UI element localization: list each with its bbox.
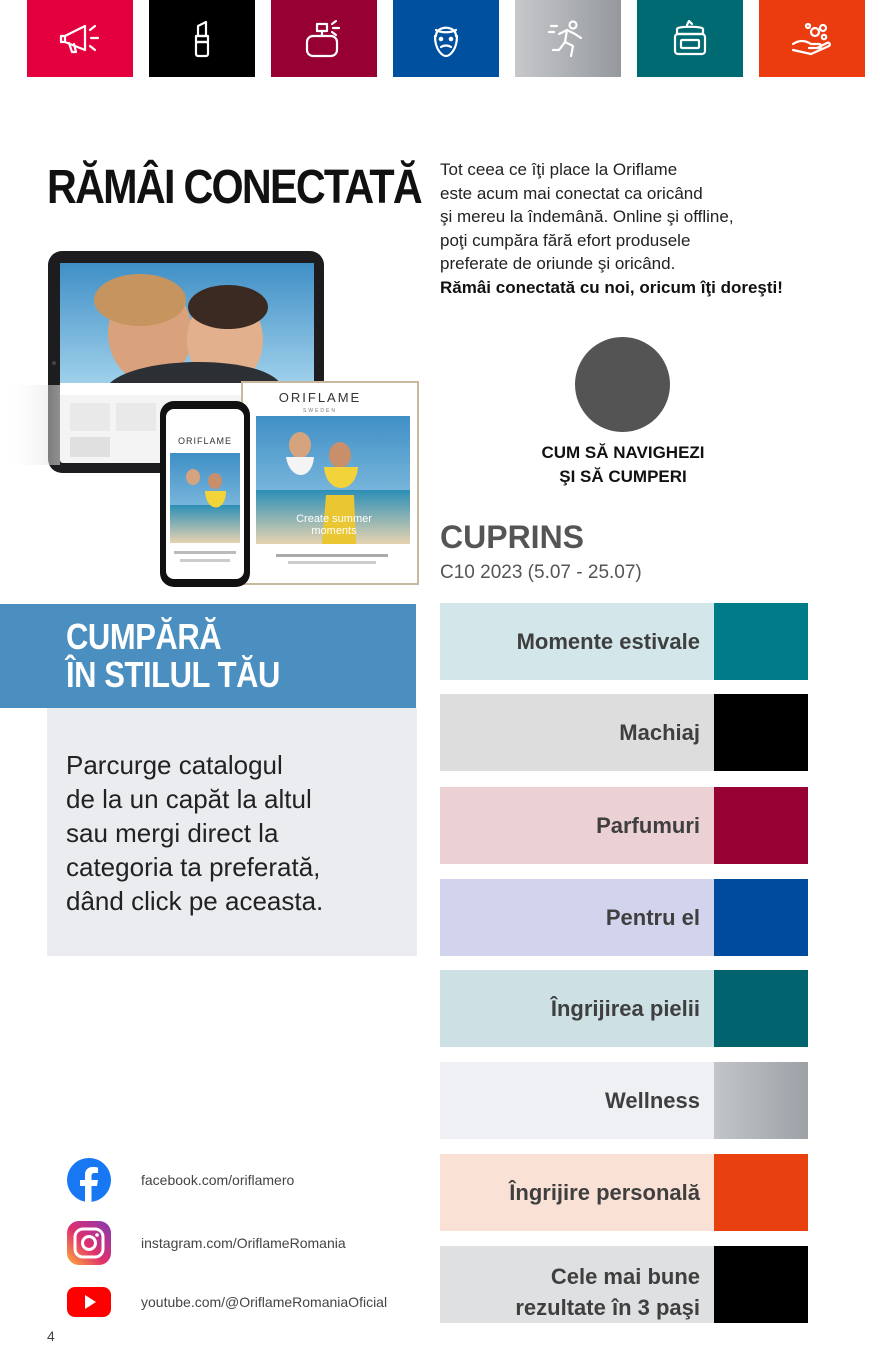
shop-style-panel	[47, 708, 417, 956]
toc-item-label-line: rezultate în 3 paşi	[515, 1295, 700, 1320]
intro-line: poţi cumpăra fără efort produsele	[440, 230, 691, 250]
toc-item-label: Momente estivale	[440, 603, 714, 680]
category-tile-machiaj[interactable]	[149, 0, 255, 77]
toc-item-swatch	[714, 603, 808, 680]
toc-item-swatch	[714, 787, 808, 864]
toc-item-label-line: Cele mai bune	[550, 1264, 700, 1289]
shop-style-line: dând click pe aceasta.	[66, 886, 324, 916]
toc-item-label	[440, 1246, 714, 1323]
category-tile-pentru-el[interactable]	[393, 0, 499, 77]
toc-item-label: Pentru el	[440, 879, 714, 956]
page-number: 4	[47, 1328, 55, 1344]
social-link-facebook[interactable]	[66, 1157, 295, 1203]
toc-subtitle: C10 2023 (5.07 - 25.07)	[440, 562, 642, 583]
facebook-url[interactable]: facebook.com/oriflamero	[141, 1172, 295, 1188]
intro-line: este acum mai conectat ca oricând	[440, 183, 703, 203]
navigation-help-line: ŞI SĂ CUMPERI	[559, 467, 687, 486]
toc-item-label: Îngrijire personală	[440, 1154, 714, 1231]
navigation-help-button[interactable]	[575, 337, 670, 432]
instagram-icon	[66, 1220, 112, 1266]
megaphone-icon	[57, 16, 103, 62]
catalog-cover-text: moments	[311, 525, 357, 537]
toc-item-label: Machiaj	[440, 694, 714, 771]
toc-item-swatch	[714, 1154, 808, 1231]
toc-item-ingrijire-personala[interactable]	[440, 1154, 808, 1231]
page-headline: RĂMÂI CONECTATĂ	[47, 161, 421, 214]
toc-item-swatch	[714, 970, 808, 1047]
navigation-help-line: CUM SĂ NAVIGHEZI	[541, 443, 705, 462]
toc-item-wellness[interactable]	[440, 1062, 808, 1139]
facebook-icon	[66, 1157, 112, 1203]
toc-item-rezultate-3-pasi[interactable]	[440, 1246, 808, 1323]
toc-item-swatch	[714, 1062, 808, 1139]
shop-style-heading-line: CUMPĂRĂ	[66, 616, 222, 657]
toc-item-swatch	[714, 879, 808, 956]
catalog-brand-sub: SWEDEN	[303, 408, 337, 414]
youtube-url[interactable]: youtube.com/@OriflameRomaniaOficial	[141, 1294, 388, 1310]
intro-text	[440, 158, 840, 299]
intro-line: preferate de oriunde şi oricând.	[440, 254, 676, 273]
shop-style-text	[66, 748, 406, 918]
toc-item-label: Wellness	[440, 1062, 714, 1139]
hand-soap-icon	[789, 16, 835, 62]
toc-item-swatch	[714, 694, 808, 771]
phone-brand: ORIFLAME	[177, 436, 233, 446]
toc-item-parfumuri[interactable]	[440, 787, 808, 864]
instagram-url[interactable]: instagram.com/OriflameRomania	[141, 1235, 346, 1251]
social-link-instagram[interactable]	[66, 1220, 346, 1266]
shop-style-line: sau mergi direct la	[66, 818, 279, 848]
category-tile-momente-estivale[interactable]	[27, 0, 133, 77]
shop-style-line: Parcurge catalogul	[66, 750, 283, 780]
phone-device	[160, 401, 250, 587]
toc-title: CUPRINS	[440, 519, 585, 555]
catalog-cover	[242, 382, 418, 584]
man-face-icon	[423, 16, 469, 62]
category-tile-ingrijirea-pielii[interactable]	[637, 0, 743, 77]
toc-item-pentru-el[interactable]	[440, 879, 808, 956]
toc-item-machiaj[interactable]	[440, 694, 808, 771]
toc-item-swatch	[714, 1246, 808, 1323]
perfume-bottle-icon	[301, 16, 347, 62]
shop-style-banner	[0, 604, 416, 708]
shop-style-heading-line: ÎN STILUL TĂU	[66, 654, 280, 695]
running-person-icon	[545, 16, 591, 62]
toc-item-ingrijirea-pielii[interactable]	[440, 970, 808, 1047]
toc-item-momente-estivale[interactable]	[440, 603, 808, 680]
shop-style-heading	[66, 618, 280, 694]
toc-item-label: Parfumuri	[440, 787, 714, 864]
lipstick-icon	[179, 16, 225, 62]
category-tile-wellness[interactable]	[515, 0, 621, 77]
intro-line: Tot ceea ce îţi place la Oriflame	[440, 160, 678, 179]
intro-line: şi mereu la îndemână. Online şi offline,	[440, 207, 734, 226]
category-tile-parfumuri[interactable]	[271, 0, 377, 77]
devices-illustration	[0, 245, 420, 590]
shop-style-line: categoria ta preferată,	[66, 852, 321, 882]
social-link-youtube[interactable]	[66, 1279, 388, 1325]
shop-style-line: de la un capăt la altul	[66, 784, 312, 814]
cream-jar-icon	[667, 16, 713, 62]
catalog-cover-text: Create summer	[296, 513, 372, 525]
category-tile-ingrijire-personala[interactable]	[759, 0, 865, 77]
intro-strong-line: Rămâi conectată cu noi, oricum îţi doreşti!	[440, 277, 783, 297]
catalog-brand: ORIFLAME	[278, 390, 362, 405]
toc-item-label: Îngrijirea pielii	[440, 970, 714, 1047]
navigation-help-label[interactable]	[500, 441, 746, 489]
youtube-icon	[66, 1279, 112, 1325]
